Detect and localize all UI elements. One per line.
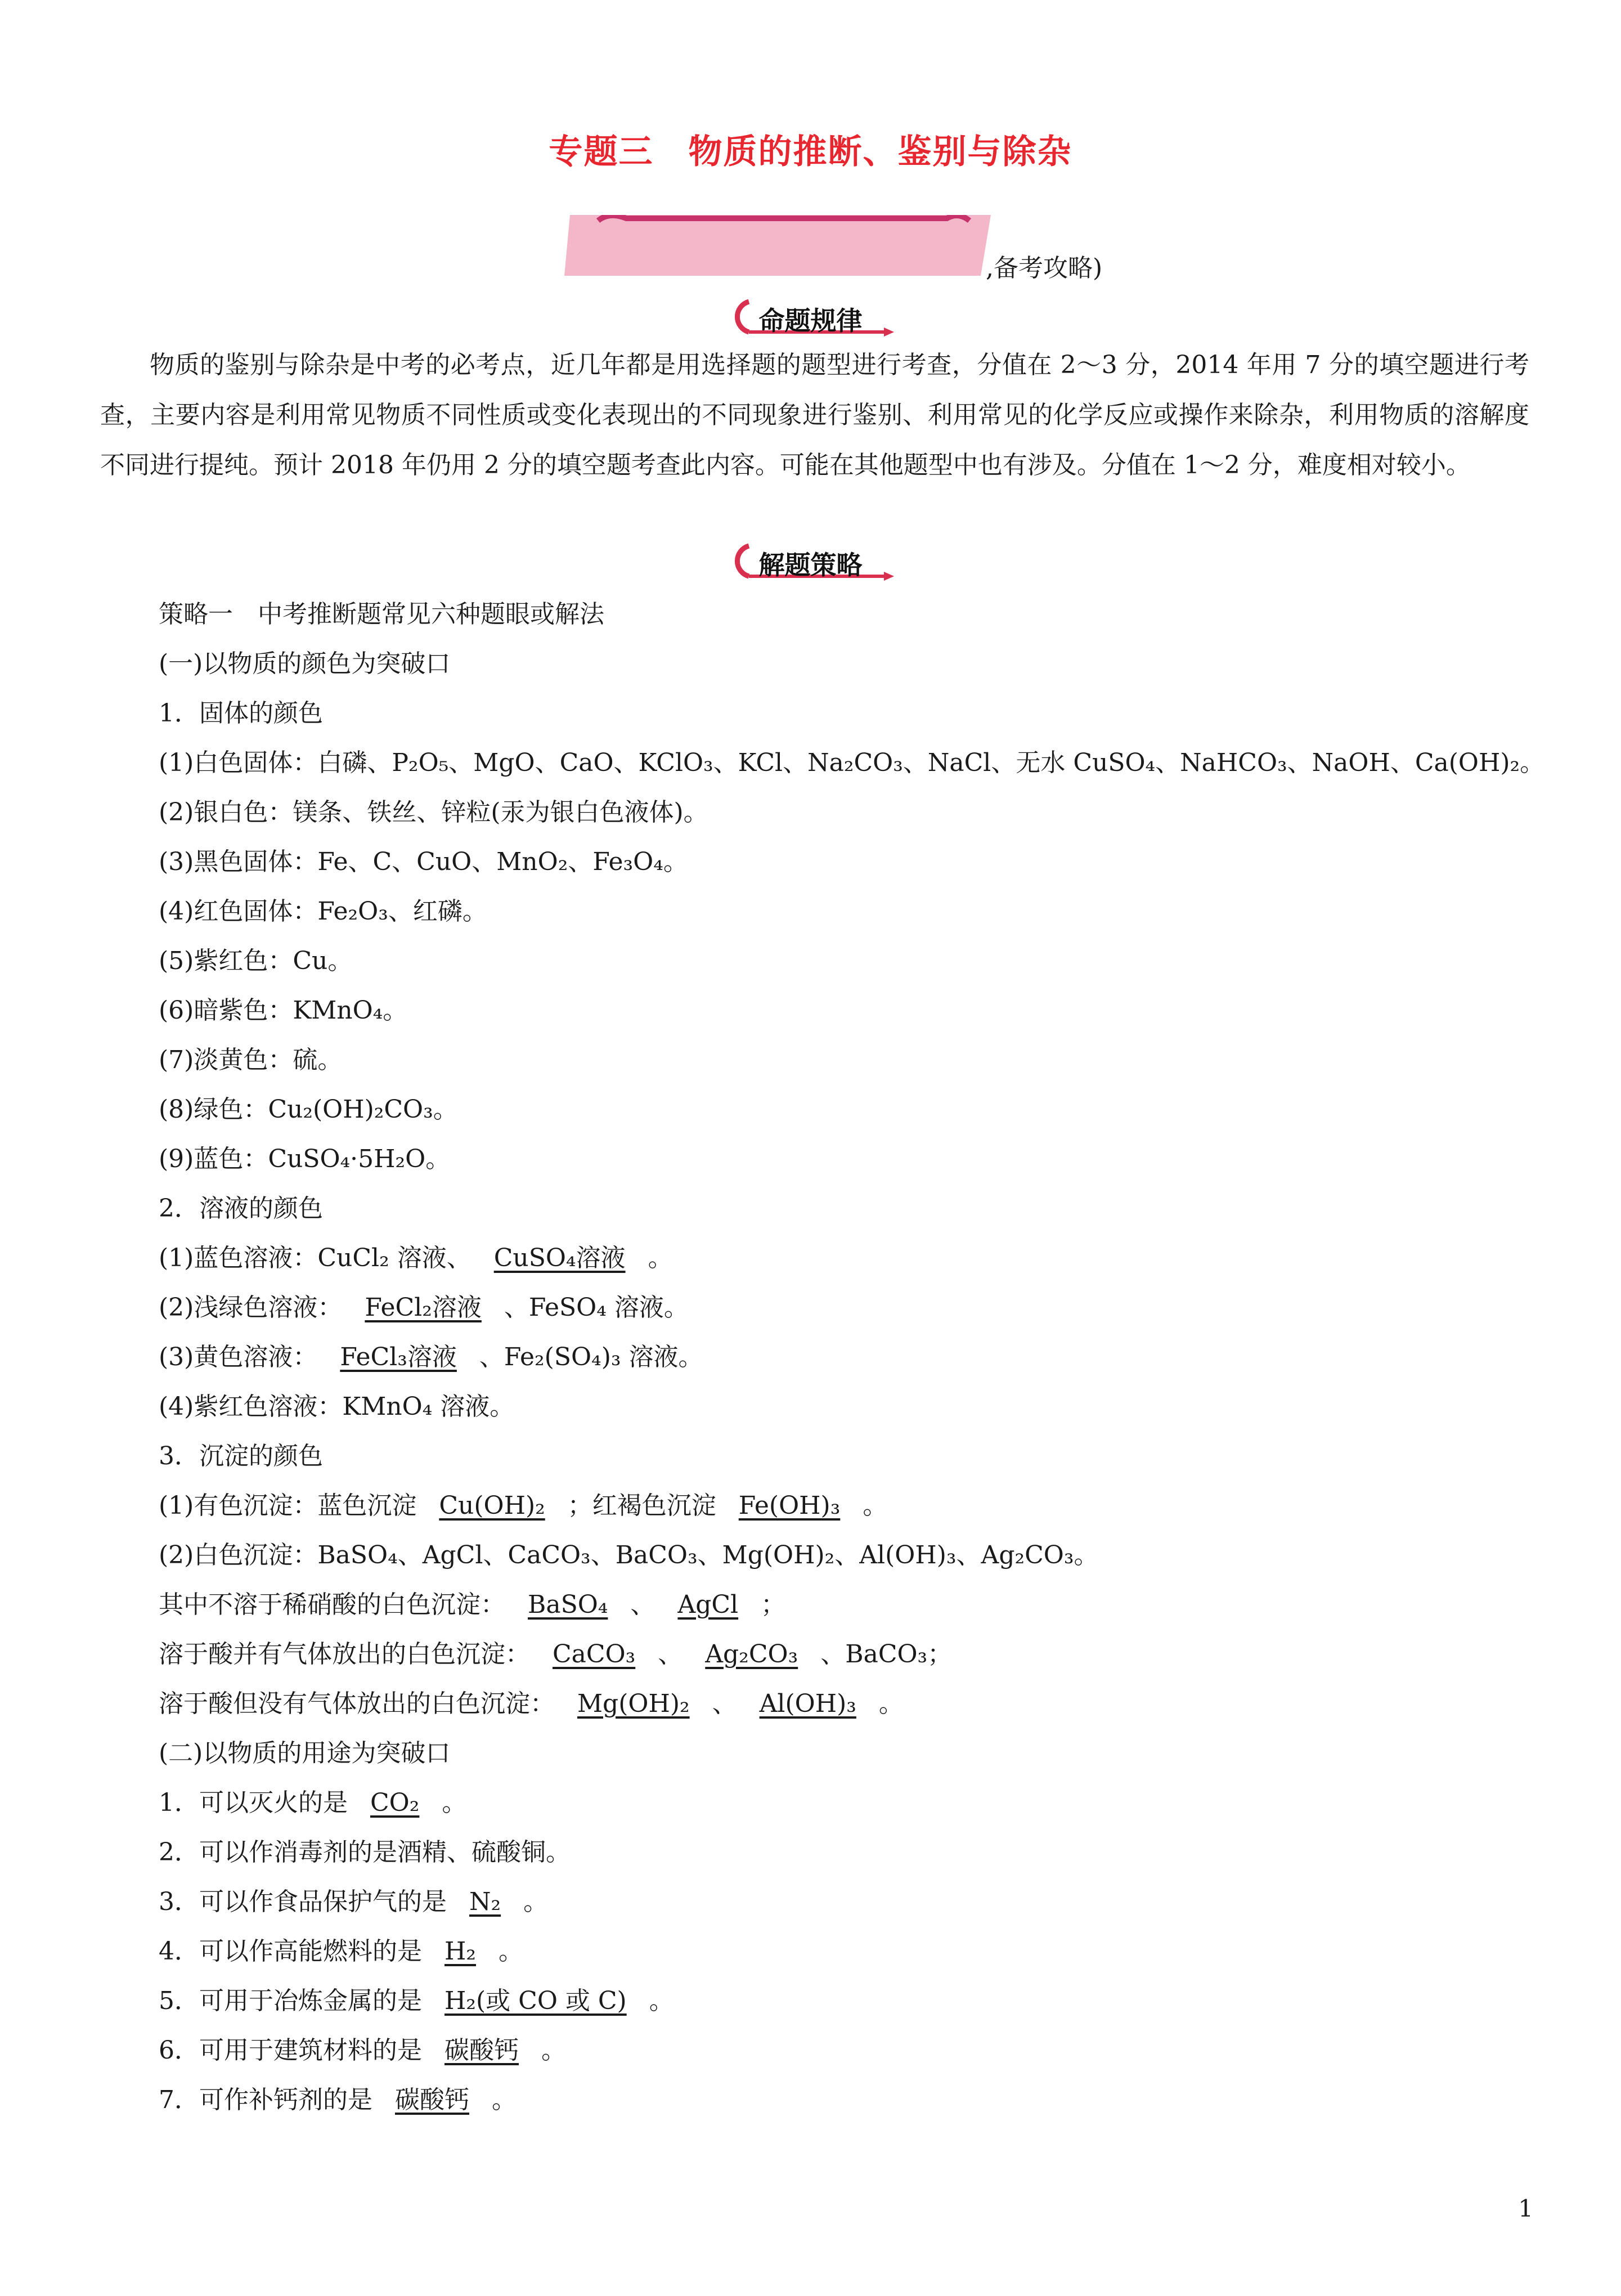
rules-paragraph: 物质的鉴别与除杂是中考的必考点，近几年都是用选择题的题型进行考查，分值在 2～3 分，2014 年用 7 分的填空题进行考查，主要内容是利用常见物质不同性质或变化表现出的不同现象进行鉴别、利用常见的化学反应或操作来除杂，利用物质的溶解度不同进行提纯。预计 2018 年仍用 2 分的填空题考查此内容。可能在其他题型中也有涉及。分值在 1～2 分，难度相对较小。	[100, 351, 1529, 479]
answer-blank: FeCl₂溶液	[365, 1293, 482, 1322]
answer-blank: Mg(OH)₂	[577, 1689, 690, 1718]
answer-blank: N₂	[469, 1887, 501, 1916]
precip-item: 溶于酸但没有气体放出的白色沉淀： Mg(OH)₂ 、 Al(OH)₃ 。	[159, 1689, 904, 1718]
precip-item: (2)白色沉淀：BaSO₄、AgCl、CaCO₃、BaCO₃、Mg(OH)₂、Al(OH)₃、Ag₂CO₃。	[159, 1541, 1099, 1569]
solution-item: (4)紫红色溶液：KMnO₄ 溶液。	[159, 1392, 515, 1421]
use-item: 1．可以灭火的是 CO₂ 。	[159, 1788, 467, 1817]
solid-item: (7)淡黄色：硫。	[159, 1046, 343, 1074]
banner-caption: ,备考攻略)	[986, 254, 1103, 282]
solid-item: (6)暗紫色：KMnO₄。	[159, 996, 408, 1025]
answer-blank: Ag₂CO₃	[705, 1640, 798, 1669]
solution-item: (2)浅绿色溶液： FeCl₂溶液 、FeSO₄ 溶液。	[159, 1293, 689, 1322]
use-item: 5．可用于冶炼金属的是 H₂(或 CO 或 C) 。	[159, 1986, 674, 2015]
precip-item: 其中不溶于稀硝酸的白色沉淀： BaSO₄ 、 AgCl ；	[159, 1590, 786, 1619]
answer-blank: Al(OH)₃	[759, 1689, 856, 1718]
strategy-line: 策略一 中考推断题常见六种题眼或解法	[159, 600, 604, 629]
solid-item: (4)红色固体：Fe₂O₃、红磷。	[159, 897, 487, 926]
section-heading-rules	[0, 297, 1621, 342]
answer-blank: H₂	[444, 1937, 477, 1966]
answer-blank: H₂(或 CO 或 C)	[444, 1986, 627, 2015]
use-item: 6．可用于建筑材料的是 碳酸钙 。	[159, 2036, 566, 2065]
answer-blank: AgCl	[677, 1590, 739, 1619]
section-heading-strategy	[0, 541, 1621, 586]
section-heading-strategy-label: 解题策略	[758, 550, 863, 580]
answer-blank: CaCO₃	[553, 1640, 636, 1669]
section-banner	[564, 215, 991, 276]
use-item: 3．可以作食品保护气的是 N₂ 。	[159, 1887, 549, 1916]
solids-heading: 1．固体的颜色	[159, 699, 323, 728]
section-heading-rules-label: 命题规律	[758, 306, 863, 336]
solid-item: (5)紫红色：Cu。	[159, 947, 353, 975]
solution-item: (1)蓝色溶液：CuCl₂ 溶液、 CuSO₄溶液 。	[159, 1244, 673, 1272]
solutions-heading: 2．溶液的颜色	[159, 1194, 323, 1223]
solid-item: (1)白色固体：白磷、P₂O₅、MgO、CaO、KClO₃、KCl、Na₂CO₃、NaCl、无水 CuSO₄、NaHCO₃、NaOH、Ca(OH)₂。	[159, 748, 1545, 777]
precip-item: 溶于酸并有气体放出的白色沉淀： CaCO₃ 、 Ag₂CO₃ 、BaCO₃；	[159, 1640, 953, 1669]
answer-blank: 碳酸钙	[444, 2036, 519, 2065]
precip-heading: 3．沉淀的颜色	[159, 1442, 323, 1470]
answer-blank: 碳酸钙	[395, 2086, 469, 2114]
answer-blank: BaSO₄	[528, 1590, 608, 1619]
part2-heading: (二)以物质的用途为突破口	[159, 1739, 451, 1768]
answer-blank: CO₂	[370, 1788, 420, 1817]
use-item: 4．可以作高能燃料的是 H₂ 。	[159, 1937, 524, 1966]
solid-item: (8)绿色：Cu₂(OH)₂CO₃。	[159, 1095, 458, 1124]
answer-blank: Fe(OH)₃	[738, 1491, 841, 1520]
use-item: 7．可作补钙剂的是 碳酸钙 。	[159, 2086, 517, 2114]
solid-item: (2)银白色：镁条、铁丝、锌粒(汞为银白色液体)。	[159, 798, 708, 827]
page-number: 1	[1518, 2195, 1533, 2222]
part1-heading: (一)以物质的颜色为突破口	[159, 649, 451, 678]
solid-item: (3)黑色固体：Fe、C、CuO、MnO₂、Fe₃O₄。	[159, 847, 688, 876]
answer-blank: CuSO₄溶液	[493, 1244, 626, 1272]
page-title: 专题三 物质的推断、鉴别与除杂	[549, 132, 1072, 172]
solid-item: (9)蓝色：CuSO₄·5H₂O。	[159, 1145, 451, 1173]
answer-blank: FeCl₃溶液	[340, 1343, 457, 1371]
solution-item: (3)黄色溶液： FeCl₃溶液 、Fe₂(SO₄)₃ 溶液。	[159, 1343, 703, 1371]
use-item: 2．可以作消毒剂的是酒精、硫酸铜。	[159, 1838, 571, 1867]
answer-blank: Cu(OH)₂	[439, 1491, 545, 1520]
precip-item: (1)有色沉淀：蓝色沉淀 Cu(OH)₂ ；红褐色沉淀 Fe(OH)₃ 。	[159, 1491, 888, 1520]
